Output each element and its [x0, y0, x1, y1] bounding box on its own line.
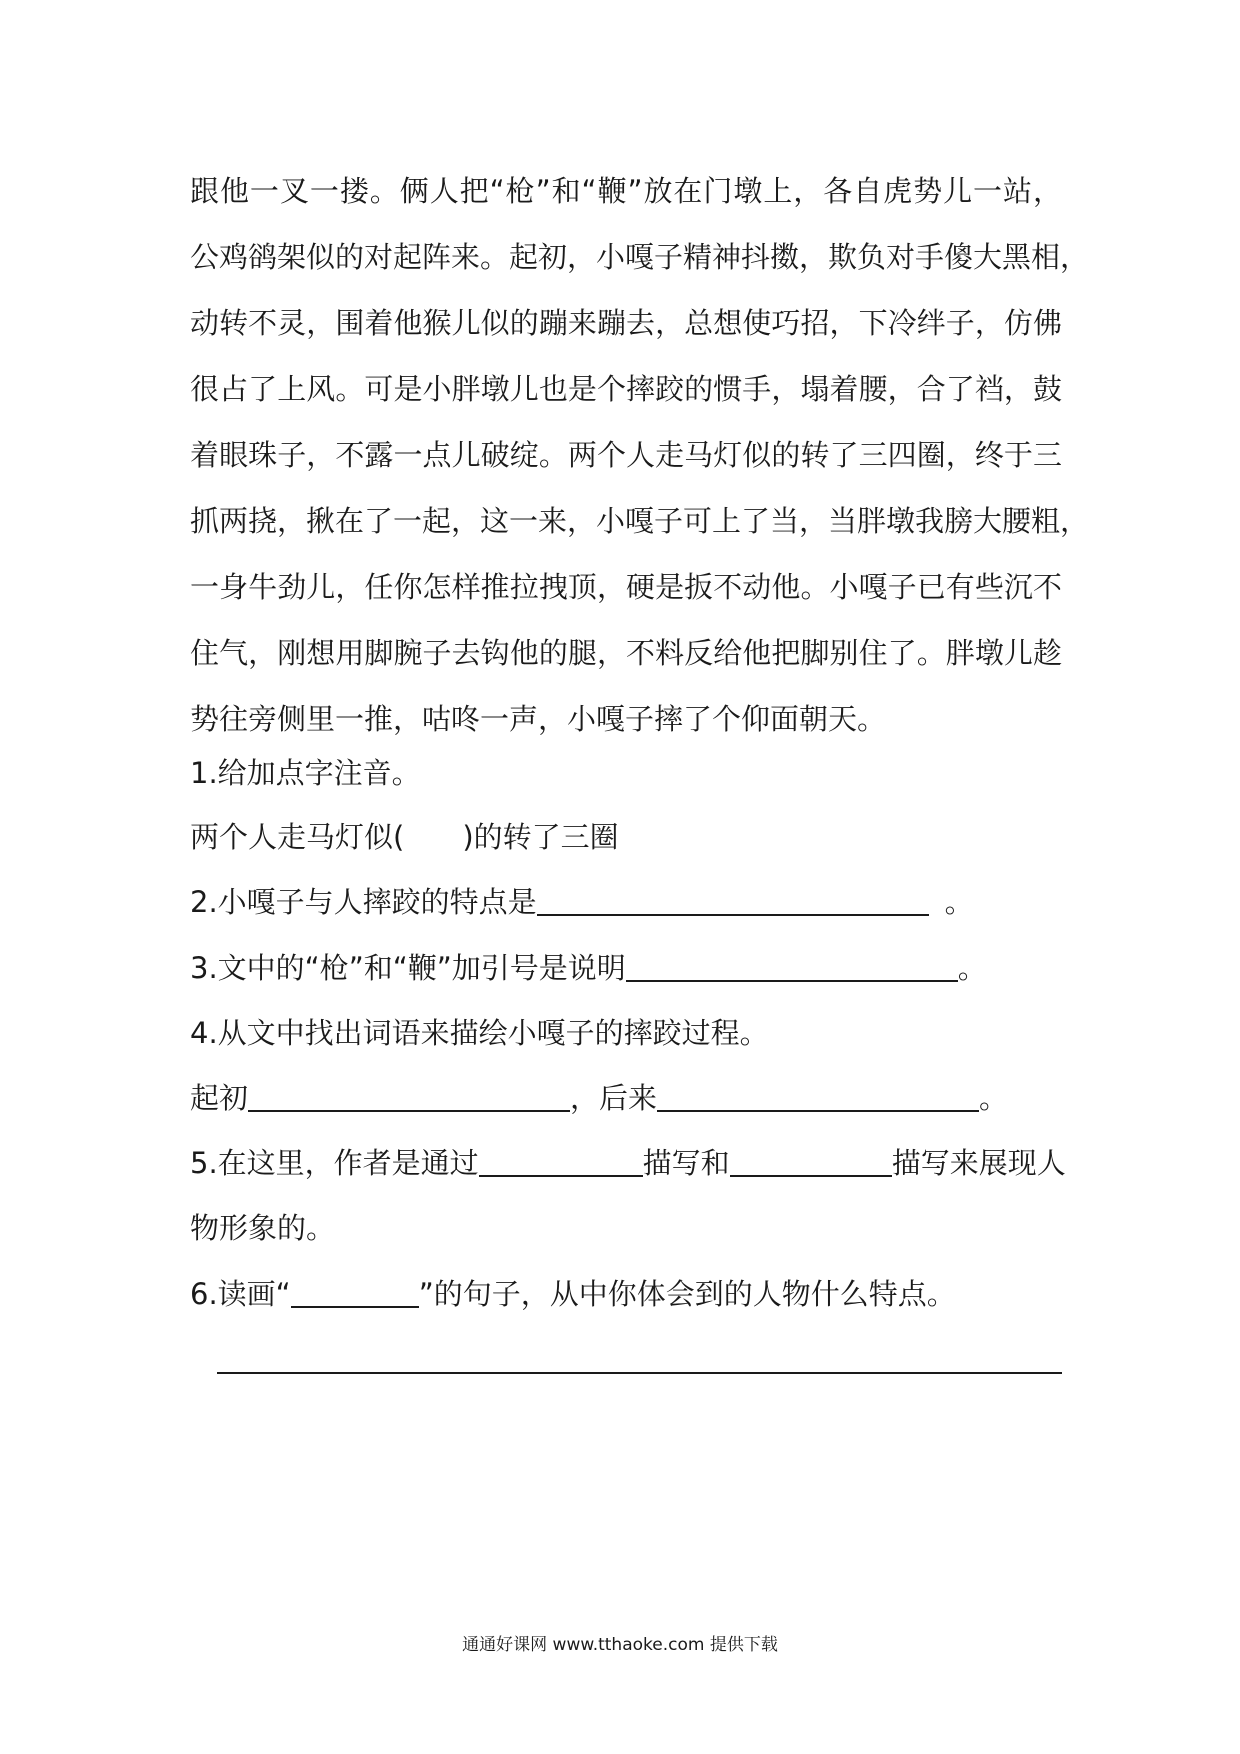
- q5-middle-text: 描写和: [642, 1146, 730, 1180]
- q3-period: 。: [957, 951, 987, 985]
- q5-suffix-text: 描写来展现人: [891, 1146, 1066, 1180]
- question-2-text: 2.小嘎子与人摔跤的特点是: [190, 885, 537, 919]
- q1-sentence-before: 两个人走马灯似(: [190, 820, 405, 854]
- q3-answer-blank[interactable]: [626, 946, 958, 982]
- q4-part2-label: ，后来: [570, 1081, 658, 1115]
- passage-line: 着眼珠子，不露一点儿破绽。两个人走马灯似的转了三四圈，终于三: [190, 438, 1062, 472]
- question-6-suffix: ”的句子，从中你体会到的人物什么特点。: [418, 1277, 956, 1311]
- reading-passage: [190, 158, 1090, 752]
- q5-line2-text: 物形象的。: [190, 1211, 336, 1245]
- question-1-text: 1.给加点字注音。: [190, 756, 421, 790]
- question-1-title: [190, 743, 421, 803]
- question-4-text: 4.从文中找出词语来描绘小嘎子的摔跤过程。: [190, 1016, 769, 1050]
- question-5-text: 5.在这里，作者是通过: [190, 1146, 479, 1180]
- question-2: [190, 872, 974, 932]
- question-3: [190, 938, 987, 998]
- passage-line: 跟他一叉一搂。俩人把“枪”和“鞭”放在门墩上，各自虎势儿一站，: [190, 174, 1062, 208]
- passage-line: 抓两挠，揪在了一起，这一来，小嘎子可上了当，当胖墩我膀大腰粗，: [190, 504, 1090, 538]
- question-6: [190, 1264, 956, 1324]
- q6-quote-blank[interactable]: [291, 1272, 419, 1308]
- q6-answer-line[interactable]: [217, 1372, 1062, 1374]
- q5-first-blank[interactable]: [479, 1141, 643, 1177]
- question-3-text: 3.文中的“枪”和“鞭”加引号是说明: [190, 951, 626, 985]
- q4-part1-label: 起初: [190, 1081, 249, 1115]
- question-5-line1: [190, 1133, 1066, 1193]
- q4-period: 。: [979, 1081, 1009, 1115]
- passage-line: 一身牛劲儿，任你怎样推拉拽顶，硬是扳不动他。小嘎子已有些沉不: [190, 570, 1062, 604]
- passage-line: 势往旁侧里一推，咕咚一声，小嘎子摔了个仰面朝天。: [190, 702, 887, 736]
- q2-period: 。: [944, 885, 974, 919]
- question-4-title: [190, 1003, 769, 1063]
- footer-credit: 通通好课网 www.tthaoke.com 提供下载: [462, 1635, 778, 1655]
- q5-second-blank[interactable]: [730, 1141, 892, 1177]
- question-4-answers: [190, 1068, 1008, 1128]
- q4-later-blank[interactable]: [657, 1076, 979, 1112]
- question-6-prefix: 6.读画“: [190, 1277, 291, 1311]
- question-5-line2: [190, 1198, 335, 1258]
- q4-beginning-blank[interactable]: [248, 1076, 570, 1112]
- passage-line: 很占了上风。可是小胖墩儿也是个摔跤的惯手，塌着腰，合了裆，鼓: [190, 372, 1062, 406]
- passage-line: 住气，刚想用脚腕子去钩他的腿，不料反给他把脚别住了。胖墩儿趁: [190, 636, 1062, 670]
- question-1-sentence: [190, 807, 619, 867]
- q2-answer-blank[interactable]: [537, 880, 929, 916]
- passage-line: 动转不灵，围着他猴儿似的蹦来蹦去，总想使巧招，下冷绊子，仿佛: [190, 306, 1062, 340]
- q1-sentence-after: )的转了三圈: [462, 820, 619, 854]
- passage-line: 公鸡鹆架似的对起阵来。起初，小嘎子精神抖擞，欺负对手傻大黑相，: [190, 240, 1090, 274]
